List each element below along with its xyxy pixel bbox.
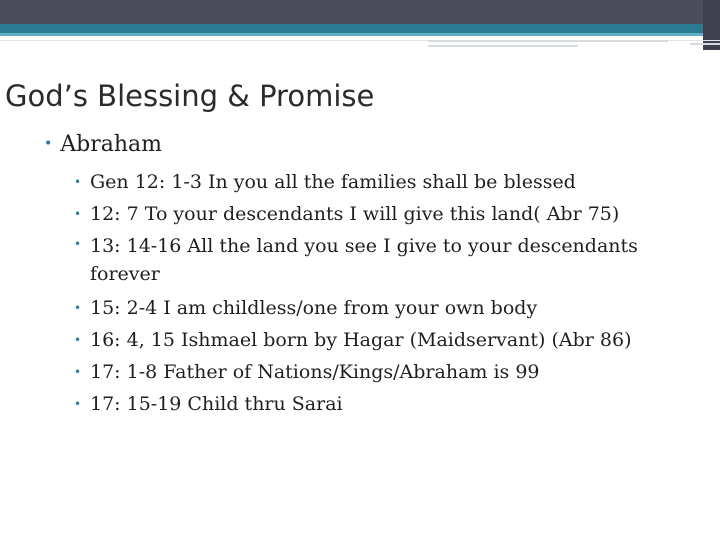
bullet-icon: • bbox=[74, 397, 82, 411]
list-item bbox=[74, 292, 694, 324]
bullet-icon: • bbox=[74, 175, 82, 189]
divider-line bbox=[428, 40, 668, 42]
divider-line bbox=[428, 45, 578, 47]
list-item-text: 15: 2-4 I am childless/one from your own body bbox=[90, 297, 538, 319]
list-item bbox=[74, 324, 694, 356]
bullet-icon: • bbox=[44, 136, 53, 152]
bullet-icon: • bbox=[74, 301, 82, 315]
bullet-icon: • bbox=[74, 237, 82, 251]
list-item bbox=[74, 230, 694, 292]
bullet-level1-text: Abraham bbox=[60, 132, 163, 157]
list-item bbox=[74, 166, 694, 198]
bullet-list bbox=[74, 166, 694, 420]
bullet-icon: • bbox=[74, 365, 82, 379]
list-item-text: 17: 1-8 Father of Nations/Kings/Abraham is 99 bbox=[90, 361, 540, 383]
list-item-text: 12: 7 To your descendants I will give this land( Abr 75) bbox=[90, 203, 620, 225]
header-accent-line bbox=[0, 33, 720, 36]
header-accent-stripe bbox=[0, 24, 720, 33]
list-item bbox=[74, 198, 694, 230]
bullet-icon: • bbox=[74, 207, 82, 221]
list-item-text: 13: 14-16 All the land you see I give to your descendants forever bbox=[90, 235, 638, 285]
list-item-text: Gen 12: 1-3 In you all the families shall be blessed bbox=[90, 171, 576, 193]
divider-line bbox=[690, 43, 720, 45]
list-item-text: 16: 4, 15 Ishmael born by Hagar (Maidservant) (Abr 86) bbox=[90, 329, 632, 351]
list-item bbox=[74, 356, 694, 388]
list-item bbox=[74, 388, 694, 420]
slide-title: God’s Blessing & Promise bbox=[5, 79, 375, 113]
bullet-icon: • bbox=[74, 333, 82, 347]
bullet-level1 bbox=[44, 132, 162, 157]
header-bar bbox=[0, 0, 720, 24]
list-item-text: 17: 15-19 Child thru Sarai bbox=[90, 393, 343, 415]
